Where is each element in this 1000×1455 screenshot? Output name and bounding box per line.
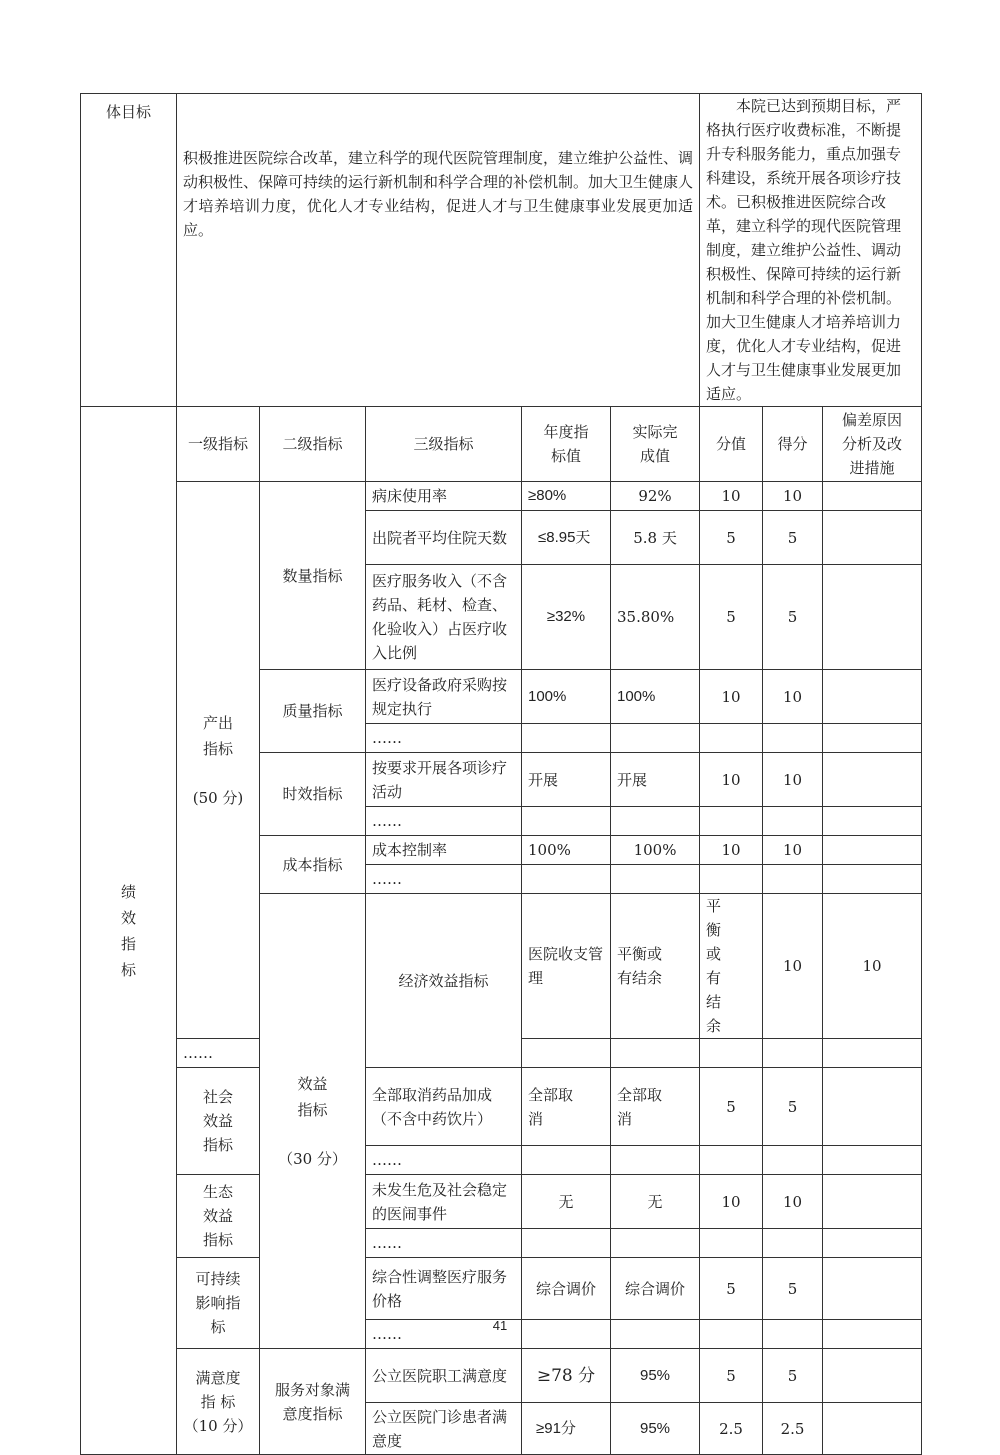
level2-economic: 经济效益指标 [366, 894, 522, 1068]
goal-row [81, 94, 922, 407]
header-score: 得分 [763, 407, 823, 482]
actual-safety: 无 [611, 1175, 700, 1229]
max-staff-satisfaction: 5 [700, 1349, 763, 1403]
actual-procurement: 100% [611, 670, 700, 724]
level1-benefit-name: 效益指标 [297, 1075, 328, 1119]
indicator-staff-satisfaction: 公立医院职工满意度 [366, 1349, 522, 1403]
level1-benefit-points: （30 分） [278, 1150, 347, 1168]
score-budget: 10 [823, 894, 922, 1039]
max-safety: 10 [700, 1175, 763, 1229]
level1-satisfaction-points: （10 分） [183, 1416, 253, 1435]
target-avg-stay: ≤8.95天 [522, 511, 611, 565]
actual-diagnosis: 开展 [611, 753, 700, 807]
level2-quantity: 数量指标 [260, 482, 366, 670]
performance-table [80, 93, 922, 1455]
target-staff-satisfaction: ≥78 分 [522, 1349, 611, 1403]
actual-outpatient-satisfaction: 95% [611, 1403, 700, 1455]
level2-ecological: 生态效益指标 [177, 1175, 260, 1258]
target-cost-control: 100% [522, 836, 611, 865]
page-number: 41 [492, 1318, 508, 1333]
deviation-safety [823, 1175, 922, 1229]
score-pricing: 5 [763, 1258, 823, 1320]
ellipsis-cell: …… [366, 807, 522, 836]
level2-service-satisfaction: 服务对象满意度指标 [260, 1349, 366, 1455]
deviation-diagnosis [823, 753, 922, 807]
actual-avg-stay: 5.8 天 [611, 511, 700, 565]
table-row [81, 1258, 922, 1320]
score-outpatient-satisfaction: 2.5 [763, 1403, 823, 1455]
deviation-revenue-ratio [823, 565, 922, 670]
deviation-bed-usage [823, 482, 922, 511]
indicator-safety: 未发生危及社会稳定的医闹事件 [366, 1175, 522, 1229]
ellipsis-cell: …… [366, 1146, 522, 1175]
section-label-cell [81, 407, 177, 1455]
actual-drug-markup: 全部取消 [611, 1068, 700, 1146]
max-cost-control: 10 [700, 836, 763, 865]
level2-timeliness: 时效指标 [260, 753, 366, 836]
table-row [81, 1068, 922, 1146]
deviation-pricing [823, 1258, 922, 1320]
ellipsis-cell: …… [366, 865, 522, 894]
table-row [81, 1349, 922, 1403]
score-staff-satisfaction: 5 [763, 1349, 823, 1403]
header-target: 年度指标值 [522, 407, 611, 482]
target-diagnosis: 开展 [522, 753, 611, 807]
level2-quality: 质量指标 [260, 670, 366, 753]
level1-output-name: 产出指标 [202, 714, 233, 758]
indicator-procurement: 医疗设备政府采购按规定执行 [366, 670, 522, 724]
actual-pricing: 综合调价 [611, 1258, 700, 1320]
target-pricing: 综合调价 [522, 1258, 611, 1320]
max-drug-markup: 5 [700, 1068, 763, 1146]
max-avg-stay: 5 [700, 511, 763, 565]
deviation-drug-markup [823, 1068, 922, 1146]
header-level2: 二级指标 [260, 407, 366, 482]
max-revenue-ratio: 5 [700, 565, 763, 670]
deviation-outpatient-satisfaction [823, 1403, 922, 1455]
max-pricing: 5 [700, 1258, 763, 1320]
actual-budget: 平衡或有结余 [700, 894, 763, 1039]
ellipsis-cell: …… [366, 1229, 522, 1258]
level1-satisfaction [177, 1349, 260, 1455]
indicator-diagnosis: 按要求开展各项诊疗活动 [366, 753, 522, 807]
goal-plan-text: 积极推进医院综合改革，建立科学的现代医院管理制度，建立维护公益性、调动积极性、保障可持续的运行新机制和科学合理的补偿机制。加大卫生健康人才培养培训力度，优化人才专业结构，促进人才与卫生健康事业发展更加适应。 [177, 94, 700, 407]
level2-cost: 成本指标 [260, 836, 366, 894]
actual-staff-satisfaction: 95% [611, 1349, 700, 1403]
indicator-cost-control: 成本控制率 [366, 836, 522, 865]
ellipsis-cell: …… [177, 1039, 260, 1068]
target-bed-usage: ≥80% [522, 482, 611, 511]
indicator-outpatient-satisfaction: 公立医院门诊患者满意度 [366, 1403, 522, 1455]
target-safety: 无 [522, 1175, 611, 1229]
max-outpatient-satisfaction: 2.5 [700, 1403, 763, 1455]
header-actual: 实际完成值 [611, 407, 700, 482]
score-revenue-ratio: 5 [763, 565, 823, 670]
max-budget: 10 [763, 894, 823, 1039]
max-procurement: 10 [700, 670, 763, 724]
deviation-cost-control [823, 836, 922, 865]
table-row [81, 1175, 922, 1229]
indicator-drug-markup: 全部取消药品加成（不含中药饮片） [366, 1068, 522, 1146]
target-drug-markup: 全部取消 [522, 1068, 611, 1146]
target-procurement: 100% [522, 670, 611, 724]
level1-benefit [260, 894, 366, 1349]
level1-output-points: (50 分) [192, 789, 244, 807]
score-drug-markup: 5 [763, 1068, 823, 1146]
level2-social: 社会效益指标 [177, 1068, 260, 1175]
actual-bed-usage: 92% [611, 482, 700, 511]
indicator-avg-stay: 出院者平均住院天数 [366, 511, 522, 565]
ellipsis-cell: …… [366, 1320, 522, 1349]
header-score-max: 分值 [700, 407, 763, 482]
actual-cost-control: 100% [611, 836, 700, 865]
score-bed-usage: 10 [763, 482, 823, 511]
deviation-avg-stay [823, 511, 922, 565]
goal-actual-text: 本院已达到预期目标，严格执行医疗收费标准，不断提升专科服务能力，重点加强专科建设，系统开展各项诊疗技术。已积极推进医院综合改革，建立科学的现代医院管理制度，建立维护公益性、调动积极性、保障可持续的运行新机制和科学合理的补偿机制。加大卫生健康人才培养培训力度，优化人才专业结构，促进人才与卫生健康事业发展更加适应。 [700, 94, 922, 407]
header-level3: 三级指标 [366, 407, 522, 482]
target-budget: 平衡或有结余 [611, 894, 700, 1039]
ellipsis-cell: …… [366, 724, 522, 753]
level2-sustainable: 可持续影响指标 [177, 1258, 260, 1349]
header-level1: 一级指标 [177, 407, 260, 482]
indicator-bed-usage: 病床使用率 [366, 482, 522, 511]
goal-label: 体目标 [81, 94, 177, 407]
indicator-revenue-ratio: 医疗服务收入（不含药品、耗材、检查、化验收入）占医疗收入比例 [366, 565, 522, 670]
target-revenue-ratio: ≥32% [522, 565, 611, 670]
score-diagnosis: 10 [763, 753, 823, 807]
header-deviation: 偏差原因分析及改进措施 [823, 407, 922, 482]
section-label: 绩效指标 [120, 882, 136, 979]
score-cost-control: 10 [763, 836, 823, 865]
indicator-pricing: 综合性调整医疗服务价格 [366, 1258, 522, 1320]
deviation-procurement [823, 670, 922, 724]
deviation-staff-satisfaction [823, 1349, 922, 1403]
target-outpatient-satisfaction: ≥91分 [522, 1403, 611, 1455]
header-row [81, 407, 922, 482]
table-row [81, 482, 922, 511]
score-procurement: 10 [763, 670, 823, 724]
level1-output [177, 482, 260, 1039]
max-diagnosis: 10 [700, 753, 763, 807]
actual-revenue-ratio: 35.80% [611, 565, 700, 670]
score-avg-stay: 5 [763, 511, 823, 565]
level1-satisfaction-name: 满意度指 标 [195, 1368, 241, 1411]
indicator-budget: 医院收支管理 [522, 894, 611, 1039]
score-safety: 10 [763, 1175, 823, 1229]
max-bed-usage: 10 [700, 482, 763, 511]
